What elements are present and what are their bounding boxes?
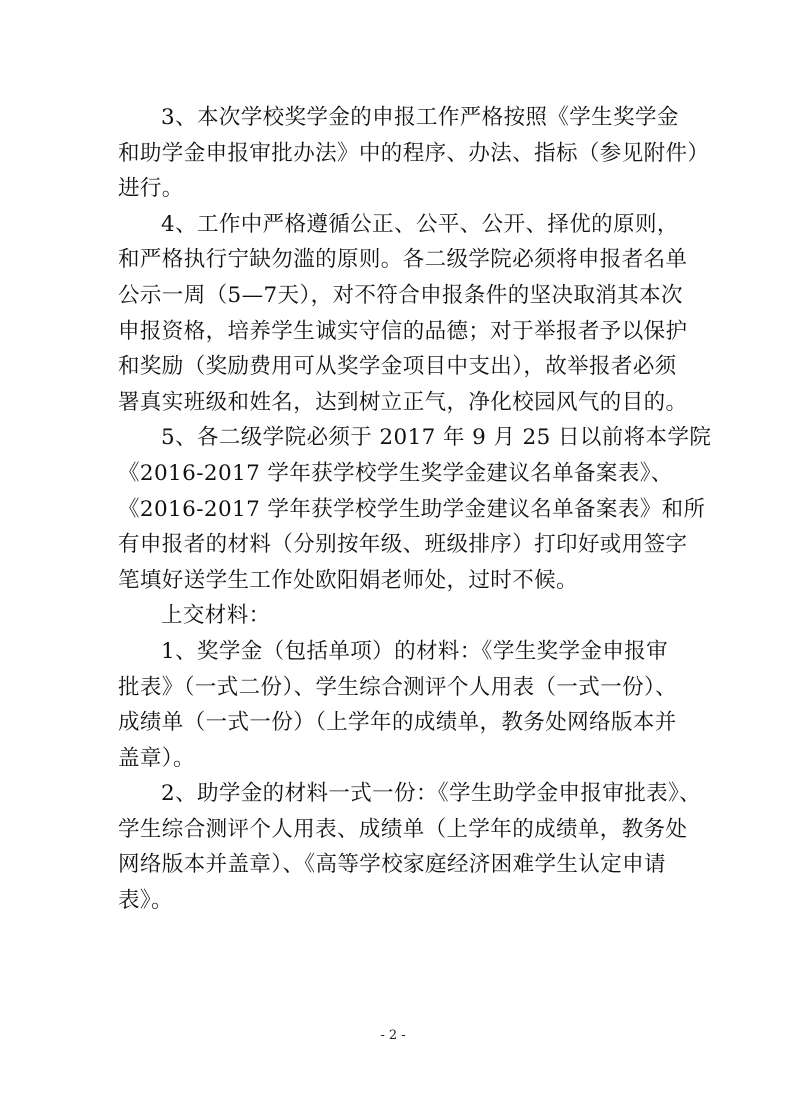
text-line: 成绩单（一式一份）（上学年的成绩单，教务处网络版本并 [118,710,677,736]
text-line: 2、助学金的材料一式一份：《学生助学金申报审批表》、 [161,781,702,807]
text-line: 署真实班级和姓名，达到树立正气，净化校园风气的目的。 [118,389,688,415]
text-line: 公示一周（5—7天），对不符合申报条件的坚决取消其本次 [118,282,683,308]
paragraph-item-4 [118,207,693,421]
paragraph-item-5 [118,420,712,598]
text-line: 盖章）。 [118,745,195,771]
text-line: 进行。 [118,176,184,202]
text-line: 《2016-2017 学年获学校学生助学金建议名单备案表》和所 [118,496,706,522]
text-line: 《2016-2017 学年获学校学生奖学金建议名单备案表》、 [118,460,673,486]
text-line: 5、各二级学院必须于 2017 年 9 月 25 日以前将本学院 [161,425,712,451]
text-line: 表》。 [118,888,173,914]
text-line: 3、本次学校奖学金的申报工作严格按照《学生奖学金 [161,105,679,130]
materials-heading [118,598,693,634]
text-line: 上交材料： [161,603,271,629]
text-line: 和奖励（奖励费用可从奖学金项目中支出），故举报者必须 [118,354,677,380]
text-line: 笔填好送学生工作处欧阳娟老师处，过时不候。 [118,567,578,593]
text-line: 申报资格，培养学生诚实守信的品德；对于举报者予以保护 [118,318,688,344]
text-line: 批表》（一式二份）、学生综合测评个人用表（一式一份）、 [118,674,678,700]
paragraph-materials-1 [118,634,693,776]
paragraph-materials-2 [118,776,702,918]
page-number: - 2 - [380,1028,406,1043]
text-line: 学生综合测评个人用表、成绩单（上学年的成绩单，教务处 [118,816,688,842]
text-line: 1、奖学金（包括单项）的材料：《学生奖学金申报审 [161,638,669,664]
paragraph-item-3 [118,100,710,207]
text-line: 网络版本并盖章）、《高等学校家庭经济困难学生认定申请 [118,852,666,878]
text-line: 有申报者的材料（分别按年级、班级排序）打印好或用签字 [118,532,688,558]
text-line: 和严格执行宁缺勿滥的原则。各二级学院必须将申报者名单 [118,247,688,273]
text-line: 和助学金申报审批办法》中的程序、办法、指标（参见附件） [118,140,710,166]
document-body [118,100,712,919]
text-line: 4、工作中严格遵循公正、公平、公开、择优的原则， [161,211,679,237]
